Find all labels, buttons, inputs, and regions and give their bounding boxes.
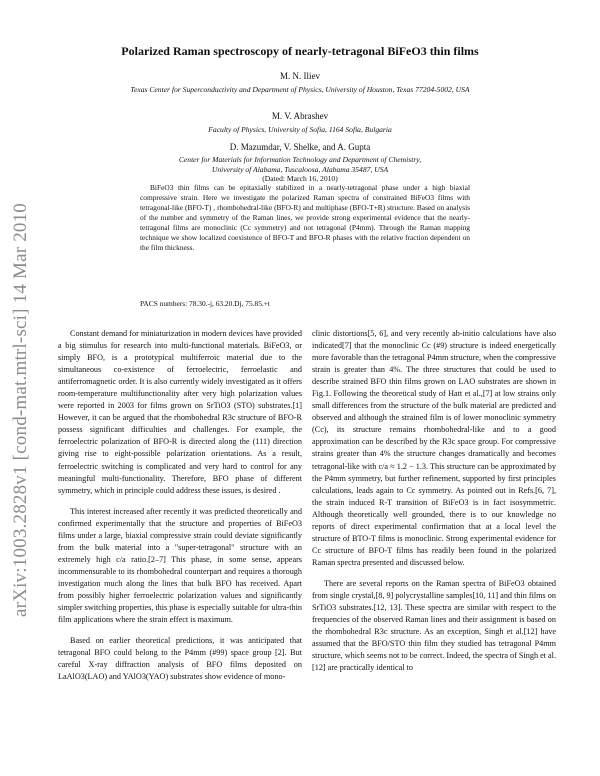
author-3: D. Mazumdar, V. Shelke, and A. Gupta	[229, 142, 371, 152]
paper-title: Polarized Raman spectroscopy of nearly-tetragonal BiFeO3 thin films	[121, 44, 479, 58]
affiliation-3b: University of Alabama, Tuscaloosa, Alabama 35487, USA	[211, 165, 389, 174]
arxiv-stamp: arXiv:1003.2828v1 [cond-mat.mtrl-sci] 14 Mar 2010	[10, 203, 31, 617]
author-2: M. V. Abrashev	[271, 111, 329, 121]
dated-line: (Dated: March 16, 2010)	[262, 174, 338, 183]
right-column	[312, 328, 556, 674]
paragraph: There are several reports on the Raman spectra of BiFeO3 obtained from single crystal,[8, 9] polycrystalline samples[10, 11] and thin films on SrTiO3 substrates.[12, 13]. These spectra are similar with respect to the frequencies of the observed Raman lines and their assignment is based on the rhombohedral R3c structure. As an exception, Singh et al.[12] have assumed that the BFO/STO thin film they studied has tetragonal P4mm structure, which seems not to be correct. Indeed, the spectra of Singh et al.[12] are practically identical to	[312, 578, 556, 673]
affiliation-1: Texas Center for Superconductivity and Department of Physics, University of Houston, Texas 77204-5002, USA	[130, 85, 470, 94]
paragraph: Based on earlier theoretical predictions, it was anticipated that tetragonal BFO could belong to the P4mm (#99) space group [2]. But careful X-ray diffraction analysis of BFO films deposited on LaAlO3(LAO) and YAlO3(YAO) substrates show evidence of mono-	[58, 636, 302, 682]
paragraph: clinic distortions[5, 6], and very recently ab-initio calculations have also indicated[7] that the monoclinic Cc (#9) structure is indeed energetically more favorable than the tetragonal P4mm structure, when the compressive strain is greater than 4%. The three structures that could be used to describe strained BFO thin films grown on LAO substrates are shown in Fig.1. Following the theoretical study of Hatt et al.,[7] at low strains only small differences from the structure of the bulk material are predicted and observed and although the strained film is of lower monoclinic symmetry (Cc), its structure remains rhombohedral-like and to a good approximation can be described by the R3c space group. For compressive strains greater than 4% the structure changes dramatically and becomes tetragonal-like with c/a ≈ 1.2 − 1.3. This structure can be approximated by the P4mm symmetry, but further refinement, supported by first principles calculations, leads again to Cc symmetry. As pointed out in Refs.[6, 7], the strain induced R-T transition of BiFeO3 is in fact isosymmetric. Although theoretically well grounded, there is to our knowledge no reports of direct experimental confirmation that at a local level the structure of BTO-T films is monoclinic. Strong experimental evidence for Cc structure of BFO-T films has readily been found in the polarized Raman spectra presented and discussed below.	[312, 329, 556, 567]
abstract: BiFeO3 thin films can be epitaxially stabilized in a nearly-tetragonal phase under a high biaxial compressive strain. Here we investigate the polarized Raman spectra of constrained BiFeO3 films with tetragonal-like (BFO-T) , rhombohedral-like (BFO-R) and multiphase (BFO-T+R) structure. Based on analysis of the number and symmetry of the Raman lines, we provide strong experimental evidence that the nearly-tetragonal films are monoclinic (Cc symmetry) and not tetragonal (P4mm). Through the Raman mapping technique we show localized coexistence of BFO-T and BFO-R phases with the relative fraction dependent on the film thickness.	[140, 183, 470, 252]
affiliation-2: Faculty of Physics, University of Sofia, 1164 Sofia, Bulgaria	[208, 125, 392, 134]
left-column	[58, 328, 302, 683]
affiliation-3a: Center for Materials for Information Technology and Department of Chemistry,	[178, 155, 422, 164]
paragraph: This interest increased after recently it was predicted theoretically and confirmed experimentally that the structure and properties of BiFeO3 films under a large, biaxial compressive strain could deviate significantly from the bulk material into a "super-tetragonal" structure with an extremely high c/a ratio.[2–7] This phase, in some sense, appears incommensurable to its rhombohedral counterpart and requires a thorough investigation much along the lines that bulk BFO has received. Apart from possibly higher ferroelectric polarization values and significantly simpler switching properties, this phase is especially suitable for ultra-thin film applications where the strain effect is maximum.	[58, 506, 302, 625]
pacs-numbers: PACS numbers: 78.30.-j, 63.20.Dj, 75.85.+t	[140, 299, 270, 308]
paragraph: Constant demand for miniaturization in modern devices have provided a big stimulus for research into multi-functional materials. BiFeO3, or simply BFO, is a prototypical multiferroic material due to the simultaneous co-existence of ferroelectric, ferroelastic and antiferromagnetic order. It is also currently widely investigated as it offers room-temperature multifunctionality after very high polarization values were reported in 2003 for films grown on SrTiO3 (STO) substrates.[1] However, it can be argued that the rhombohedral R3c structure of BFO-R possess significant difficulties and challenges. For example, the ferroelectric polarization of BFO-R is directed along the (111) direction giving rise to eight-possible polarization orientations. As a result, ferroelectric switching is complicated and very hard to control for any meaningful multi-functionality. Therefore, BFO phase of different symmetry, which in principle could address these issues, is desired .	[58, 329, 302, 495]
author-1: M. N. Iliev	[280, 71, 320, 81]
